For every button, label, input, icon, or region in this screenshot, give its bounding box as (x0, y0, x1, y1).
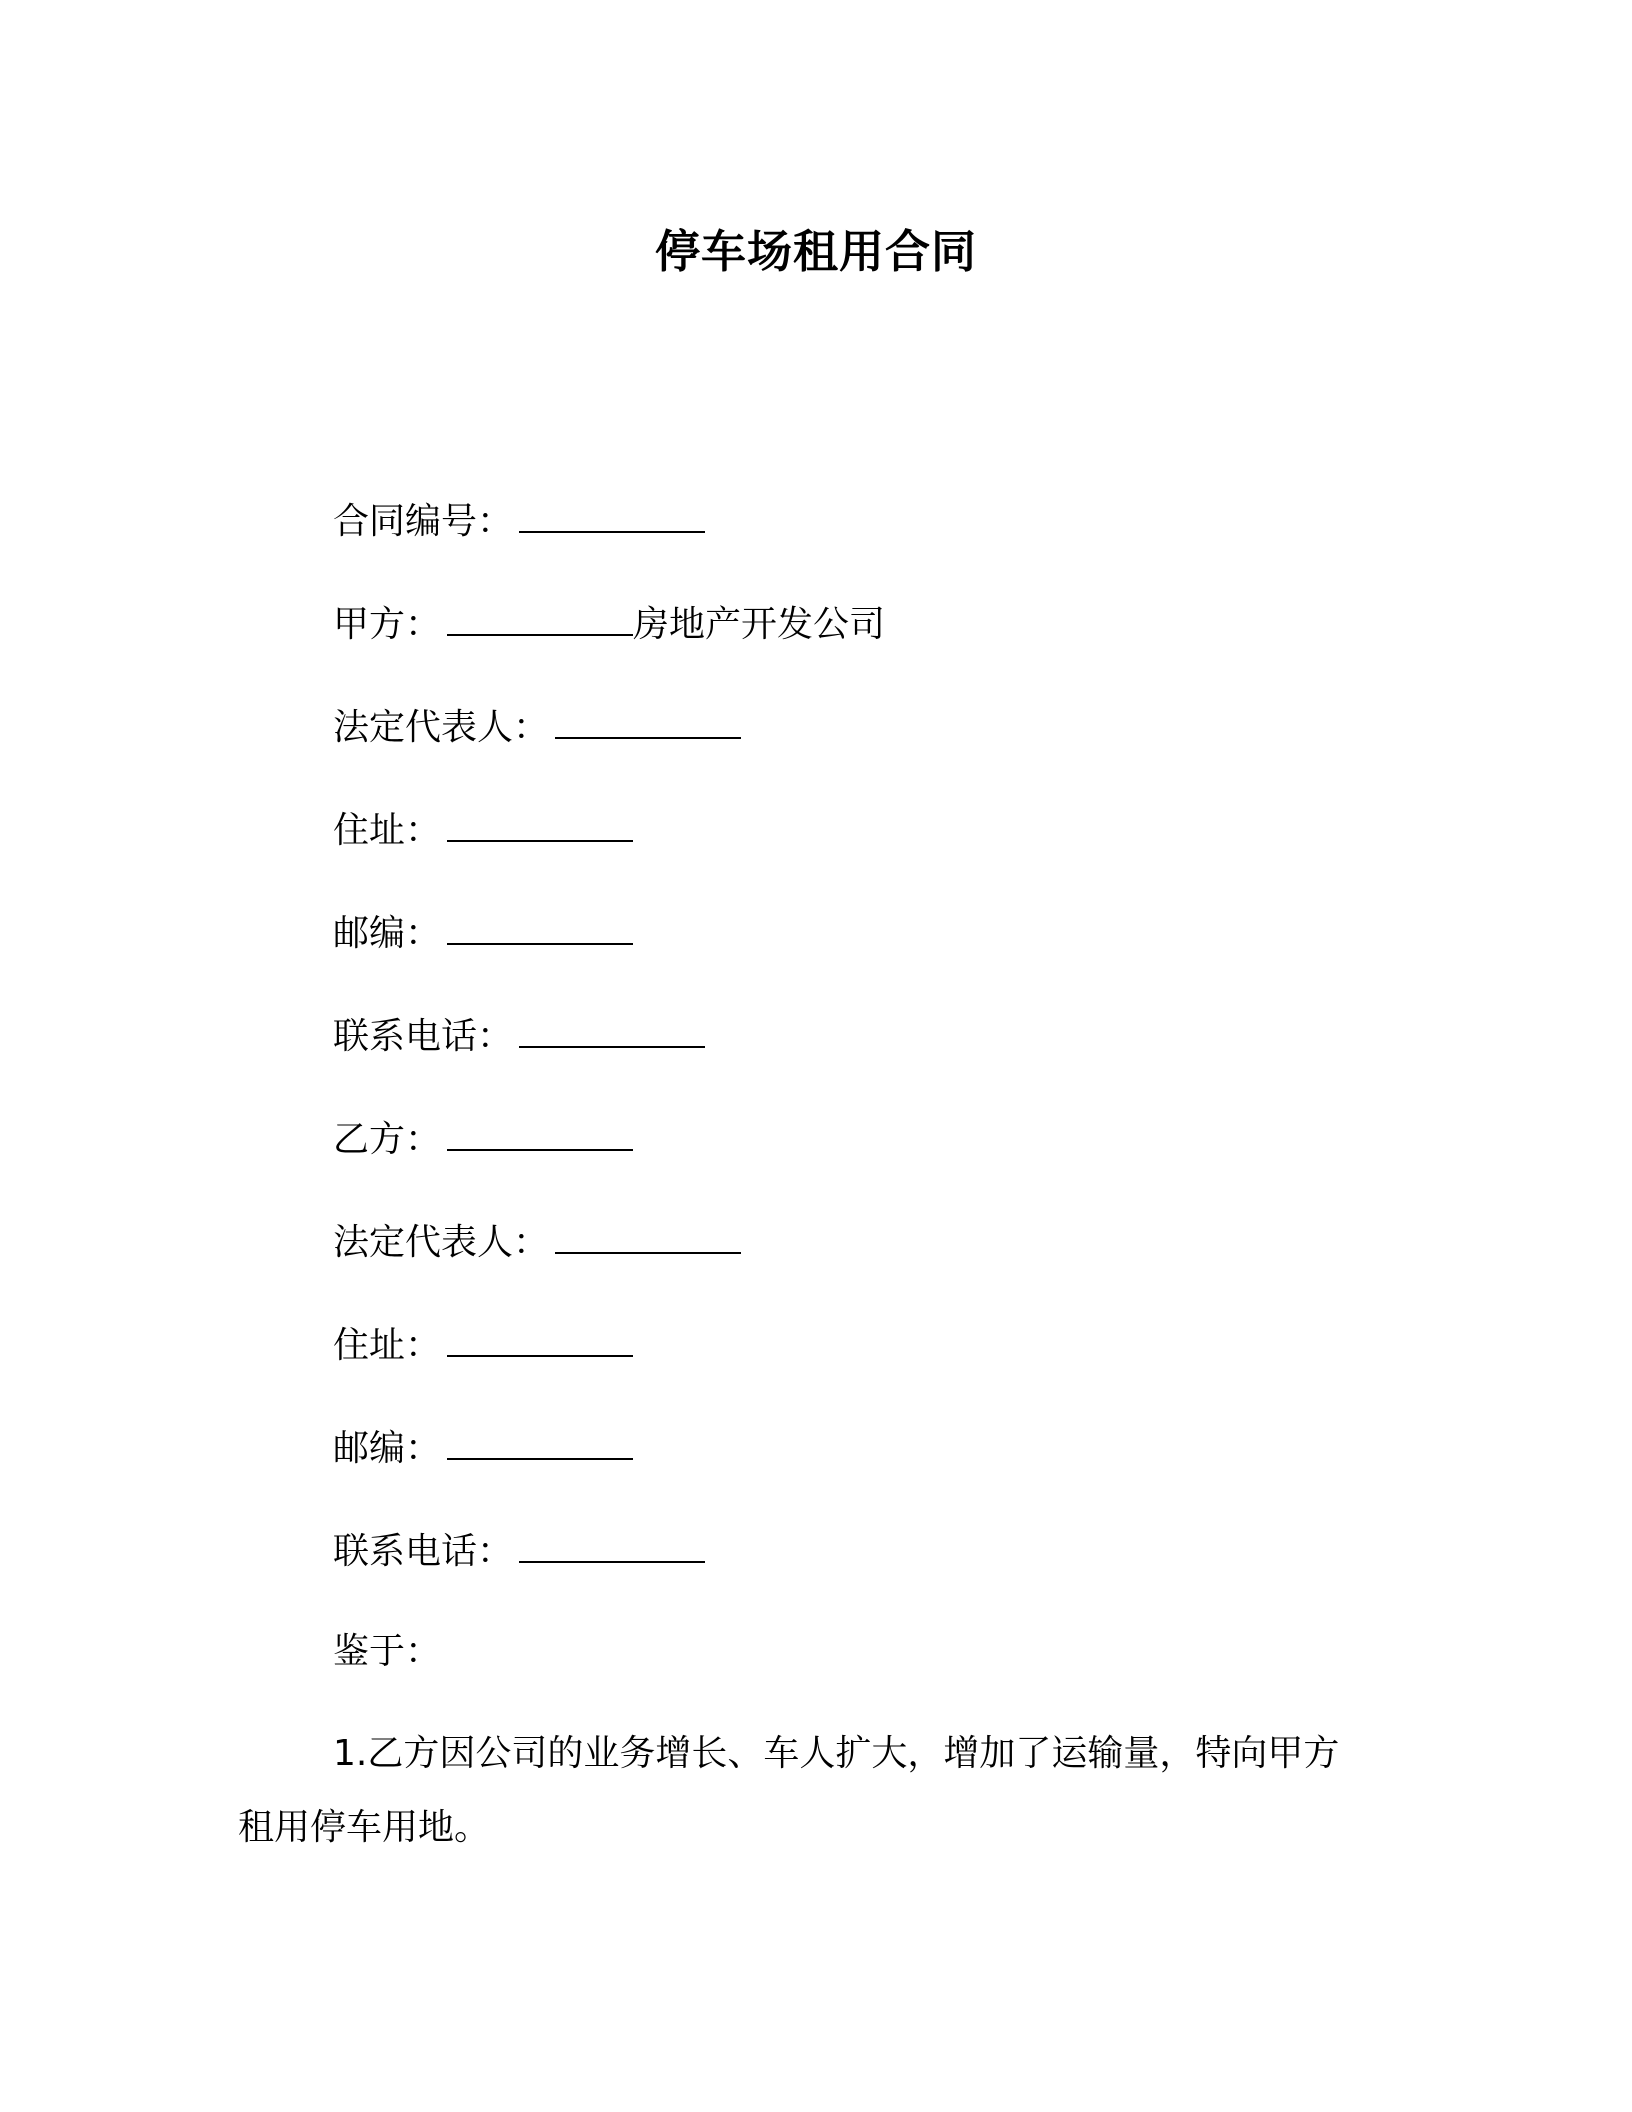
fill-in-blank (555, 1216, 741, 1254)
field-label: 合同编号： (333, 501, 514, 542)
party-b-address-field (333, 1319, 633, 1370)
field-label: 住址： (333, 810, 442, 851)
fill-in-blank (447, 804, 633, 842)
party-b-phone-field (333, 1525, 705, 1576)
contract-number-field (333, 495, 705, 546)
field-label: 联系电话： (333, 1531, 514, 1572)
fill-in-blank (447, 1319, 633, 1357)
field-label: 邮编： (333, 913, 442, 954)
document-title: 停车场租用合同 (654, 225, 977, 278)
fill-in-blank (555, 701, 741, 739)
party-a-field (333, 598, 885, 649)
field-label: 住址： (333, 1325, 442, 1366)
field-label: 鉴于： (333, 1631, 442, 1672)
field-label: 法定代表人： (333, 707, 550, 748)
field-label: 甲方： (333, 604, 442, 645)
recital-paragraph-1: 1.乙方因公司的业务增长、车人扩大，增加了运输量，特向甲方租用停车用地。 (238, 1733, 1340, 1848)
whereas-heading (333, 1628, 441, 1676)
fill-in-blank (519, 495, 705, 533)
fill-in-blank (447, 907, 633, 945)
party-b-postcode-field (333, 1422, 633, 1473)
party-a-address-field (333, 804, 633, 855)
fill-in-blank (519, 1525, 705, 1563)
field-label: 邮编： (333, 1428, 442, 1469)
field-label: 联系电话： (333, 1016, 514, 1057)
party-a-phone-field (333, 1010, 705, 1061)
fill-in-blank (447, 1422, 633, 1460)
field-suffix: 房地产开发公司 (633, 604, 886, 645)
party-a-legal-representative-field (333, 701, 741, 752)
party-b-legal-representative-field (333, 1216, 741, 1267)
fill-in-blank (519, 1010, 705, 1048)
fill-in-blank (447, 598, 633, 636)
field-label: 乙方： (333, 1119, 442, 1160)
field-label: 法定代表人： (333, 1222, 550, 1263)
party-a-postcode-field (333, 907, 633, 958)
fill-in-blank (447, 1113, 633, 1151)
party-b-field (333, 1113, 633, 1164)
